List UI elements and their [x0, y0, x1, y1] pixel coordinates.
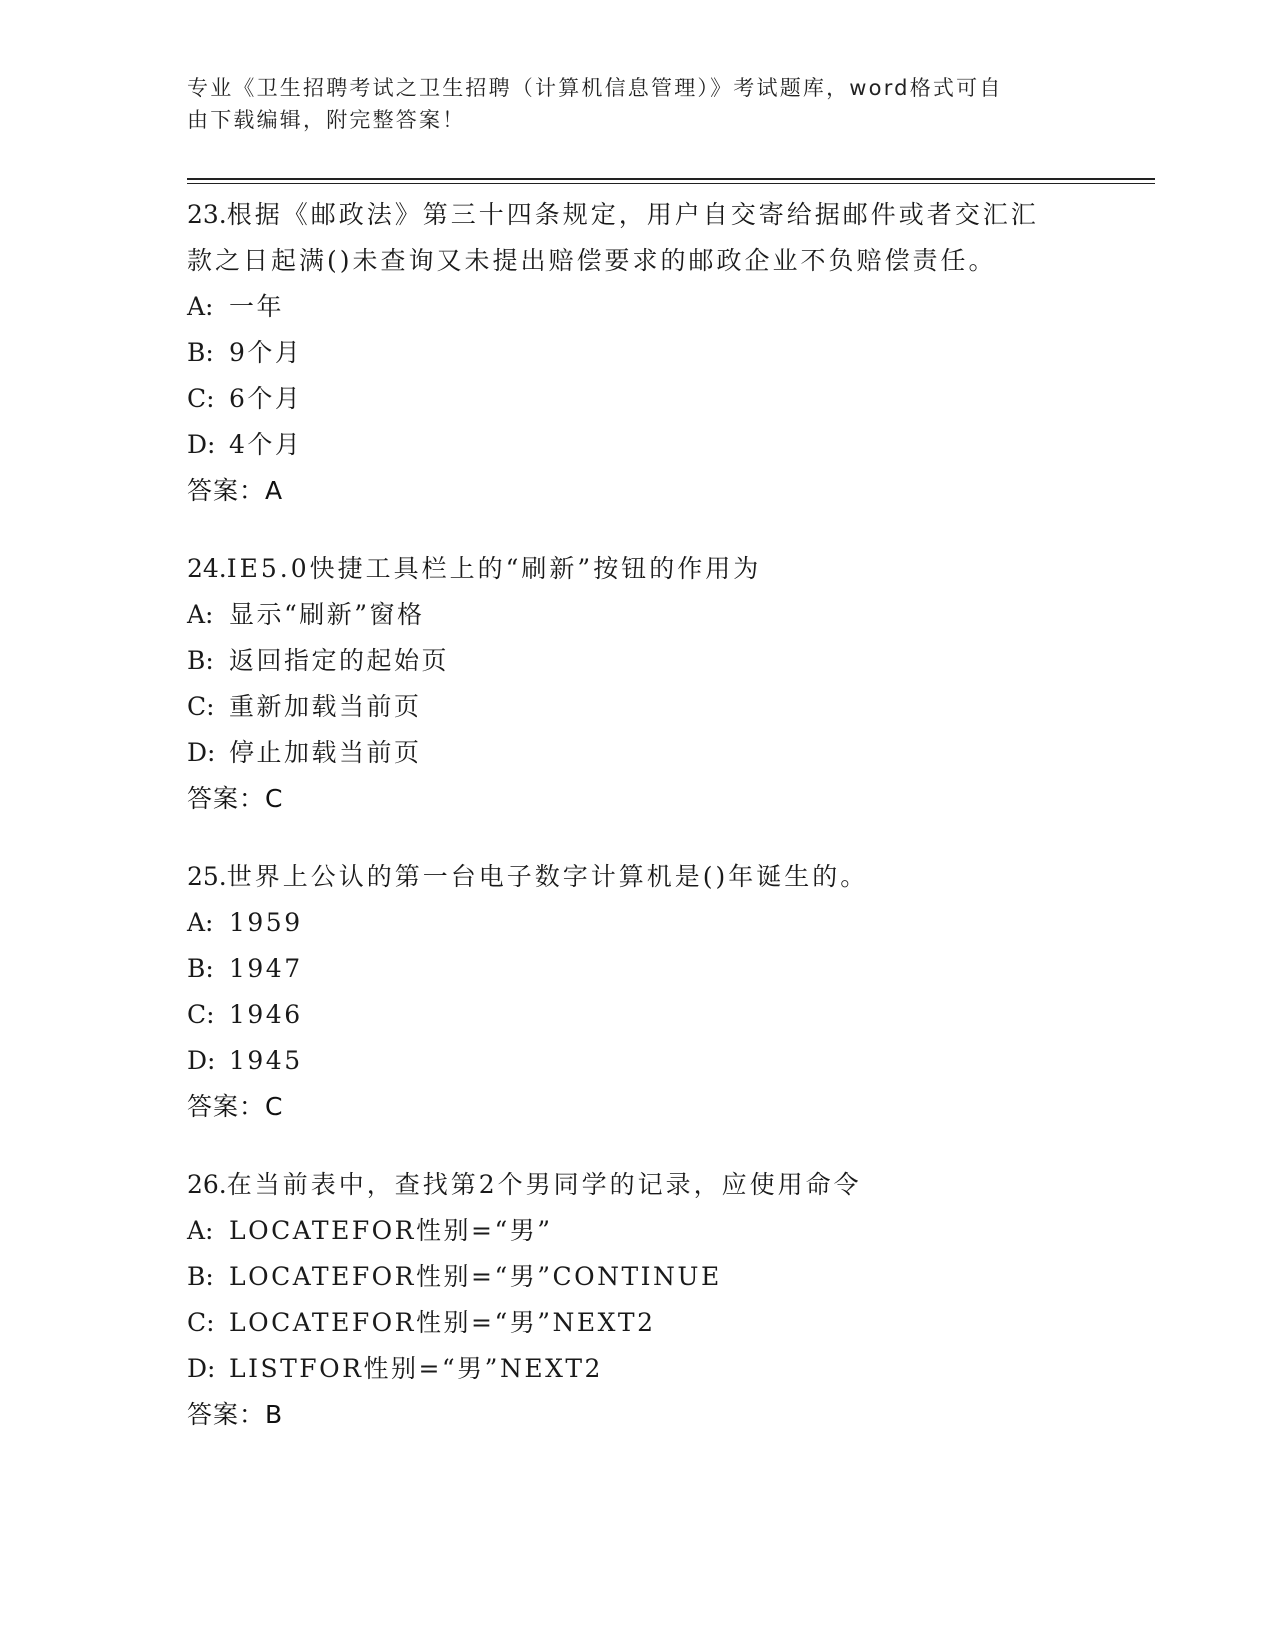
option-text: 4个月	[229, 430, 303, 459]
option-a	[187, 900, 1087, 946]
question-number: 23.	[187, 200, 227, 229]
header-divider-thin	[187, 183, 1155, 184]
header-line-2: 由下载编辑，附完整答案！	[187, 108, 466, 132]
option-text: 1947	[229, 954, 303, 983]
option-c	[187, 376, 1087, 422]
question-text-line-1: 世界上公认的第一台电子数字计算机是()年诞生的。	[226, 862, 869, 891]
option-c	[187, 992, 1087, 1038]
question-title	[187, 192, 1087, 238]
option-key: B:	[187, 646, 214, 675]
option-key: D:	[187, 738, 216, 767]
option-key: A:	[187, 1216, 214, 1245]
question-text-line-1: 根据《邮政法》第三十四条规定，用户自交寄给据邮件或者交汇汇	[226, 200, 1039, 229]
option-key: B:	[187, 954, 214, 983]
option-text: 1959	[229, 908, 303, 937]
option-text: LOCATEFOR性别=“男”	[229, 1216, 553, 1245]
answer-line: 答案：B	[187, 1400, 284, 1429]
question-23	[187, 192, 1087, 514]
option-key: C:	[187, 692, 215, 721]
option-key: C:	[187, 384, 215, 413]
option-text: 返回指定的起始页	[229, 646, 450, 675]
question-number: 25.	[187, 862, 227, 891]
option-key: C:	[187, 1308, 215, 1337]
option-text: 1946	[229, 1000, 303, 1029]
option-key: A:	[187, 908, 214, 937]
question-number: 26.	[187, 1170, 227, 1199]
question-25	[187, 854, 1087, 1130]
question-text-line-1: 在当前表中，查找第2个男同学的记录，应使用命令	[226, 1170, 862, 1199]
document-header	[187, 72, 1067, 136]
option-d	[187, 422, 1087, 468]
question-26	[187, 1162, 1087, 1438]
option-key: B:	[187, 338, 214, 367]
option-key: D:	[187, 430, 216, 459]
option-b	[187, 1254, 1087, 1300]
option-text: 停止加载当前页	[229, 738, 422, 767]
answer-line: 答案：A	[187, 476, 284, 505]
question-title	[187, 546, 1087, 592]
header-divider-thick	[187, 178, 1155, 180]
option-d	[187, 1038, 1087, 1084]
option-key: D:	[187, 1354, 216, 1383]
option-text: LOCATEFOR性别=“男”NEXT2	[229, 1308, 656, 1337]
option-c	[187, 684, 1087, 730]
option-a	[187, 284, 1087, 330]
question-list	[187, 192, 1087, 1470]
question-text-line-1: IE5.0快捷工具栏上的“刷新”按钮的作用为	[226, 554, 762, 583]
option-b	[187, 638, 1087, 684]
answer-line: 答案：C	[187, 784, 284, 813]
question-title	[187, 854, 1087, 900]
question-title-continued	[187, 238, 1087, 284]
option-text: 显示“刷新”窗格	[229, 600, 425, 629]
option-a	[187, 1208, 1087, 1254]
question-24	[187, 546, 1087, 822]
option-a	[187, 592, 1087, 638]
option-key: D:	[187, 1046, 216, 1075]
question-number: 24.	[187, 554, 227, 583]
option-text: 重新加载当前页	[229, 692, 422, 721]
option-c	[187, 1300, 1087, 1346]
question-title	[187, 1162, 1087, 1208]
option-text: 9个月	[229, 338, 303, 367]
option-text: 一年	[229, 292, 285, 321]
option-b	[187, 330, 1087, 376]
answer-line: 答案：C	[187, 1092, 284, 1121]
option-d	[187, 730, 1087, 776]
option-key: A:	[187, 600, 214, 629]
option-text: 1945	[229, 1046, 303, 1075]
option-text: 6个月	[229, 384, 303, 413]
option-text: LISTFOR性别=“男”NEXT2	[229, 1354, 603, 1383]
question-text-line-2: 款之日起满()未查询又未提出赔偿要求的邮政企业不负赔偿责任。	[187, 246, 997, 275]
option-key: A:	[187, 292, 214, 321]
option-text: LOCATEFOR性别=“男”CONTINUE	[229, 1262, 722, 1291]
option-b	[187, 946, 1087, 992]
option-key: B:	[187, 1262, 214, 1291]
header-line-1: 专业《卫生招聘考试之卫生招聘（计算机信息管理）》考试题库，word格式可自	[187, 76, 1003, 100]
option-d	[187, 1346, 1087, 1392]
option-key: C:	[187, 1000, 215, 1029]
